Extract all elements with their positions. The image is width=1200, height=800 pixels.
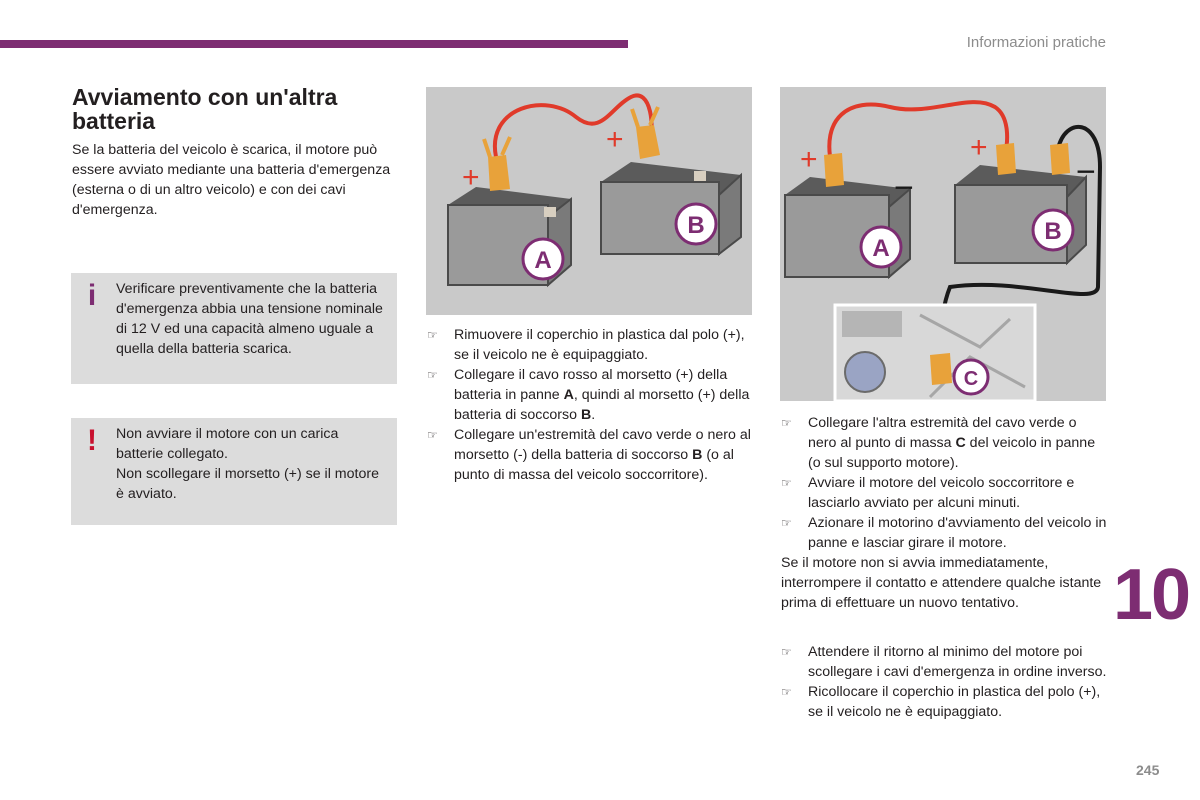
battery-b-label: B — [687, 212, 705, 239]
plus-sign-a2: + — [800, 143, 818, 176]
page-title: Avviamento con un'altra batteria — [72, 84, 338, 134]
hand-pointer-icon: ☞ — [781, 645, 792, 659]
hand-pointer-icon: ☞ — [781, 416, 792, 430]
step-text: (o al punto di massa del veicolo soccorritore). — [454, 447, 734, 483]
hand-pointer-icon: ☞ — [427, 328, 438, 342]
battery-b-2 — [955, 165, 1086, 263]
step-connect-black-cable — [427, 425, 757, 485]
step-text: Azionare il motorino d'avviamento del veicolo in panne e lasciar girare il motore. — [808, 515, 1107, 551]
battery-a2-label: A — [872, 235, 890, 262]
figure-batteries-ground-cable — [780, 87, 1106, 401]
steps-column-right-bottom — [781, 642, 1107, 722]
plus-sign-b2: + — [970, 131, 988, 164]
ground-ref-c: C — [955, 435, 966, 451]
step-text: Collegare il cavo rosso al morsetto (+) della batteria in panne — [454, 367, 728, 403]
battery-ref-b: B — [580, 407, 592, 423]
step-text: Collegare l'altra estremità del cavo verde o nero al punto di massa — [808, 415, 1077, 451]
warning-notice-line-1: Non avviare il motore con un carica batterie collegato. — [116, 426, 339, 462]
battery-a — [448, 187, 571, 285]
info-icon: i — [87, 279, 97, 312]
page-number: 245 — [1136, 762, 1160, 778]
step-start-rescue-engine — [781, 473, 1107, 513]
step-disconnect-cables — [781, 642, 1107, 682]
step-start-disabled-engine — [781, 513, 1107, 553]
battery-ref-a: A — [563, 387, 574, 403]
steps-column-right-top — [781, 413, 1107, 613]
battery-b — [601, 162, 741, 254]
battery-a-label: A — [534, 247, 552, 274]
hand-pointer-icon: ☞ — [427, 368, 438, 382]
step-connect-red-cable — [427, 365, 757, 425]
clamp-b-black — [1050, 143, 1070, 175]
step-text: Collegare un'estremità del cavo verde o nero al morsetto (-) della batteria di soccorso — [454, 427, 751, 463]
figure-batteries-red-cable — [426, 87, 752, 315]
hand-pointer-icon: ☞ — [781, 685, 792, 699]
warning-notice — [71, 418, 397, 525]
warning-icon: ! — [87, 424, 97, 457]
clamp-b — [632, 107, 660, 159]
step-text: del veicolo in panne (o sul supporto motore). — [808, 435, 1096, 471]
chapter-number: 10 — [1113, 555, 1190, 635]
step-text: Ricollocare il coperchio in plastica del polo (+), se il veicolo ne è equipaggiato. — [808, 684, 1101, 720]
minus-sign-a2: − — [894, 169, 914, 207]
warning-notice-line-2: Non scollegare il morsetto (+) se il motore è avviato. — [116, 466, 379, 502]
section-title: Informazioni pratiche — [966, 34, 1106, 51]
step-text: , quindi al morsetto (+) della batteria di soccorso — [454, 387, 750, 423]
clamp-b-red — [996, 143, 1016, 175]
info-notice-text: Verificare preventivamente che la batteria d'emergenza abbia una tensione nominale di 12 V ed una capacità almeno uguale a quella della batteria scarica. — [116, 281, 383, 357]
battery-b2-label: B — [1044, 218, 1062, 245]
plus-sign-a: + — [462, 161, 480, 194]
battery-a-2 — [785, 177, 910, 277]
step-replace-cover — [781, 682, 1107, 722]
engine-bay-inset — [835, 305, 1035, 401]
red-cable — [495, 95, 652, 157]
hand-pointer-icon: ☞ — [781, 476, 792, 490]
header-accent-bar — [0, 40, 628, 48]
hand-pointer-icon: ☞ — [781, 516, 792, 530]
step-text: Avviare il motore del veicolo soccorritore e lasciarlo avviato per alcuni minuti. — [808, 475, 1075, 511]
intro-paragraph: Se la batteria del veicolo è scarica, il motore può essere avviato mediante una batteria d'emergenza (esterna o di un altro veicolo) e con dei cavi d'emergenza. — [72, 142, 391, 218]
plus-sign-b: + — [606, 123, 624, 156]
info-notice — [71, 273, 397, 384]
batteries-red-cable-illustration — [426, 87, 752, 315]
minus-sign-b2: − — [1076, 153, 1096, 191]
hand-pointer-icon: ☞ — [427, 428, 438, 442]
batteries-ground-cable-illustration — [780, 87, 1106, 401]
step-text: Rimuovere il coperchio in plastica dal polo (+), se il veicolo ne è equipaggiato. — [454, 327, 745, 363]
battery-ref-b: B — [692, 447, 703, 463]
step-text: Attendere il ritorno al minimo del motore poi scollegare i cavi d'emergenza in ordine inverso. — [808, 644, 1107, 680]
retry-paragraph: Se il motore non si avvia immediatamente, interrompere il contatto e attendere qualche istante prima di effettuare un nuovo tentativo. — [781, 555, 1102, 611]
step-text: . — [591, 407, 596, 423]
clamp-a — [484, 137, 510, 191]
ground-point-label: C — [963, 368, 979, 390]
clamp-a-2 — [824, 153, 844, 187]
step-connect-ground — [781, 413, 1107, 473]
steps-column-middle — [427, 325, 757, 485]
step-remove-cover — [427, 325, 757, 365]
